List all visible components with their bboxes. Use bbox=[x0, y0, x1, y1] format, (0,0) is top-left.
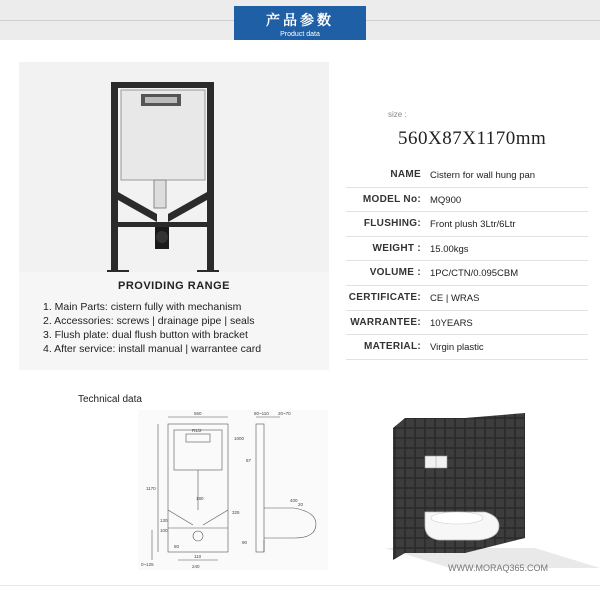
dim-label: 1000 bbox=[234, 436, 245, 441]
spec-label: WEIGHT : bbox=[372, 242, 421, 254]
spec-label: NAME bbox=[390, 169, 421, 180]
range-item: 1. Main Parts: cistern fully with mechanism bbox=[43, 301, 242, 313]
size-value: 560X87X1170mm bbox=[398, 128, 547, 149]
dim-label: 90 bbox=[242, 540, 248, 545]
dim-label: 100 bbox=[160, 528, 168, 533]
spec-label: CERTIFICATE: bbox=[348, 291, 421, 303]
dim-label: 1170 bbox=[146, 486, 156, 491]
dim-label: 87 bbox=[246, 458, 252, 463]
spec-value: Cistern for wall hung pan bbox=[430, 170, 536, 181]
providing-range-list bbox=[43, 300, 261, 356]
dim-label: 130 bbox=[160, 518, 168, 523]
spec-value: Virgin plastic bbox=[430, 342, 484, 354]
row-divider bbox=[346, 359, 588, 360]
spec-row bbox=[338, 212, 600, 237]
spec-value: 10YEARS bbox=[430, 317, 473, 329]
spec-value: MQ900 bbox=[430, 194, 462, 206]
product-data-tab bbox=[234, 6, 366, 40]
dim-label: 20 bbox=[298, 502, 304, 507]
watermark-url: WWW.MORAQ365.COM bbox=[448, 563, 549, 573]
size-label: size : bbox=[388, 110, 407, 119]
spec-table bbox=[338, 163, 600, 360]
tab-title-cn: 产品参数 bbox=[266, 12, 334, 28]
technical-data-title: Technical data bbox=[78, 394, 142, 405]
tab-title-en: Product data bbox=[280, 31, 320, 38]
product-card bbox=[19, 62, 329, 370]
spec-row bbox=[338, 261, 600, 286]
providing-range-title: PROVIDING RANGE bbox=[117, 280, 230, 292]
spec-value: Front plush 3Ltr/6Ltr bbox=[430, 219, 516, 231]
range-item: 3. Flush plate: dual flush button with bracket bbox=[43, 329, 248, 341]
range-item: 2. Accessories: screws | drainage pipe | seals bbox=[43, 315, 255, 327]
spec-row bbox=[338, 163, 600, 188]
dim-label: 180 bbox=[196, 496, 204, 501]
technical-drawing bbox=[138, 410, 328, 570]
providing-range-box bbox=[19, 272, 329, 370]
dim-label: 110 bbox=[194, 554, 202, 559]
installation-illustration bbox=[385, 408, 600, 578]
range-item: 4. After service: install manual | warrantee card bbox=[43, 343, 262, 355]
spec-row bbox=[338, 311, 600, 336]
spec-label: MODEL No: bbox=[362, 193, 421, 205]
spec-label: FLUSHING: bbox=[363, 218, 421, 230]
dim-label: 400 bbox=[290, 498, 298, 503]
dim-label: 240 bbox=[192, 564, 200, 569]
spec-row bbox=[338, 237, 600, 262]
spec-row bbox=[338, 188, 600, 213]
spec-label: WARRANTEE: bbox=[350, 316, 421, 328]
spec-value: 15.00kgs bbox=[430, 243, 469, 255]
footer-divider bbox=[0, 585, 600, 586]
spec-row bbox=[338, 335, 600, 360]
dim-label: 0~125 bbox=[141, 562, 154, 567]
spec-label: VOLUME : bbox=[369, 267, 421, 279]
dim-label: 325 bbox=[232, 510, 240, 515]
spec-label: MATERIAL: bbox=[364, 341, 421, 353]
dim-label: 80~110 bbox=[254, 411, 269, 416]
dim-label: 80 bbox=[174, 544, 180, 549]
spec-row bbox=[338, 286, 600, 311]
dim-label: 20~70 bbox=[278, 411, 291, 416]
dim-label: 560 bbox=[194, 411, 202, 416]
spec-value: 1PC/CTN/0.095CBM bbox=[430, 268, 519, 280]
dim-label: R1/2 bbox=[192, 428, 202, 433]
spec-value: CE | WRAS bbox=[430, 292, 480, 304]
